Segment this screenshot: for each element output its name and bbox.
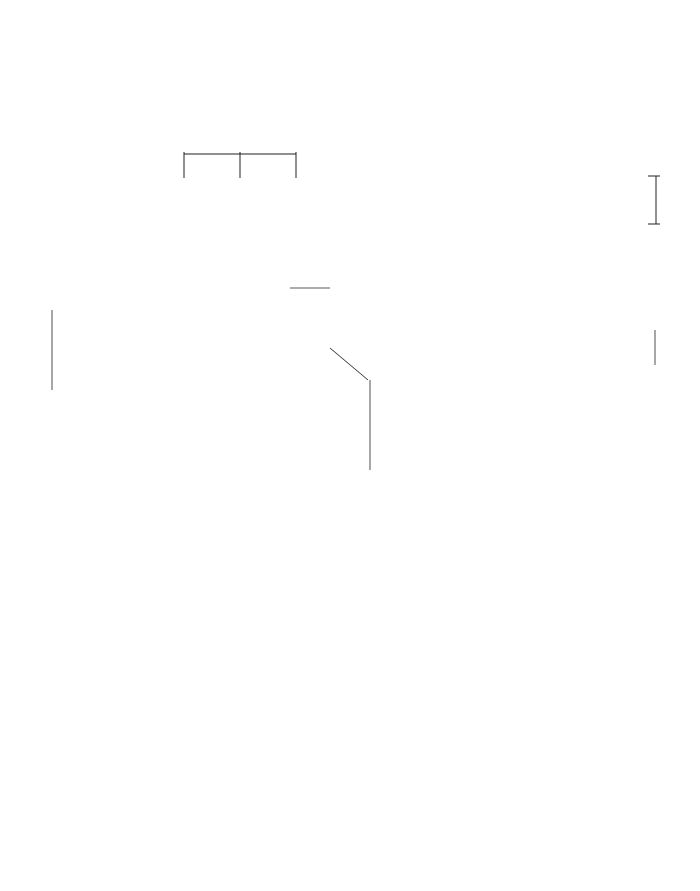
chain-bow-view — [0, 270, 700, 480]
